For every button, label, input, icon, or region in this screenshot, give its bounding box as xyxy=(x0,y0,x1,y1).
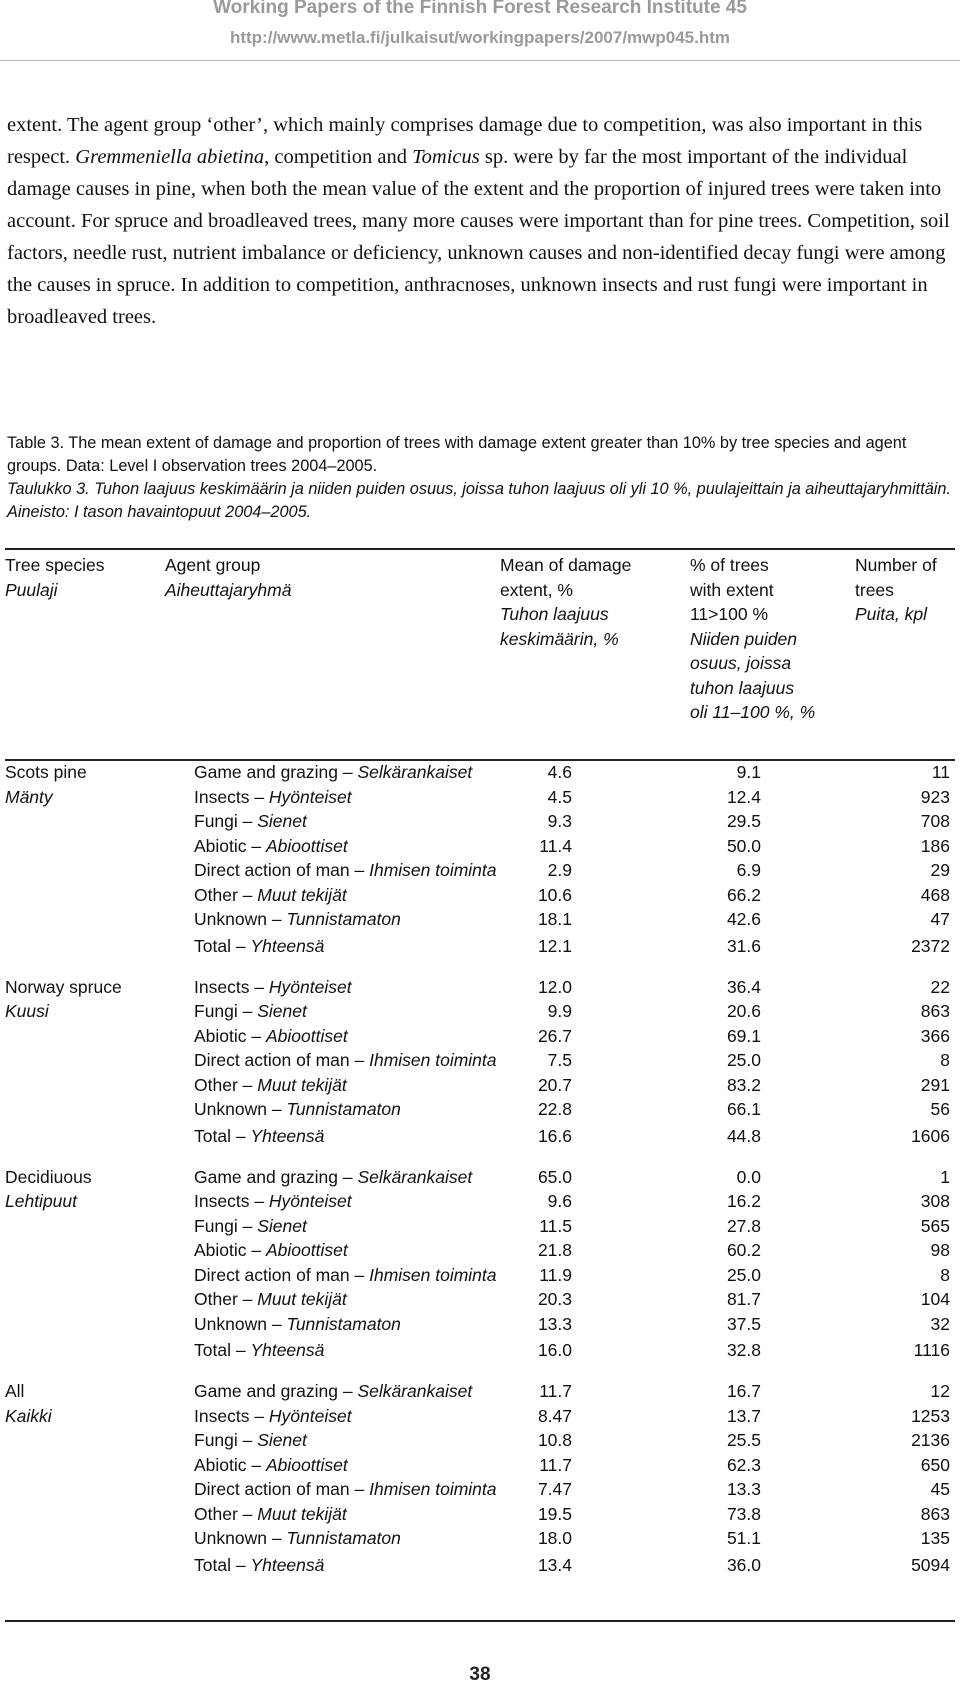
agent-name-en: Fungi xyxy=(194,811,238,831)
total-label-en: Total xyxy=(194,1554,231,1575)
agent-cell: Total – Yhteensä xyxy=(194,1340,325,1360)
percent-trees-cell: 13.3 xyxy=(726,1479,761,1499)
agent-name-fi: Selkärankaiset xyxy=(357,1381,473,1401)
mean-extent-cell: 11.7 xyxy=(539,1454,572,1475)
page-number: 38 xyxy=(469,1664,491,1685)
table-row xyxy=(5,1526,950,1551)
number-trees-cell: 22 xyxy=(930,976,950,997)
species-name-fi: Kaikki xyxy=(5,1405,52,1426)
percent-trees-cell: 16.2 xyxy=(726,1191,761,1211)
spacer-row xyxy=(5,960,950,975)
species-cell xyxy=(5,1165,194,1190)
table-row xyxy=(5,1214,950,1239)
table-row xyxy=(5,1263,950,1288)
percent-trees-cell: 81.7 xyxy=(726,1289,761,1309)
agent-cell: Abiotic – Abioottiset xyxy=(194,1025,348,1046)
number-trees-cell: 2136 xyxy=(911,1430,950,1450)
number-trees-cell: 12 xyxy=(930,1381,950,1401)
agent-cell: Game and grazing – Selkärankaiset xyxy=(194,1381,473,1401)
caption-finnish: Taulukko 3. Tuhon laajuus keskimäärin ja niiden puiden osuus, joissa tuhon laajuus oli yli 10 %, puulajeittain ja aiheuttajaryhmittäin. Aineisto: I tason havaintopuut 2004–2005. xyxy=(7,480,951,521)
agent-name-en: Abiotic xyxy=(194,1454,247,1475)
agent-cell: Total – Yhteensä xyxy=(194,1125,325,1146)
number-trees-cell: 923 xyxy=(920,786,950,807)
number-trees-cell: 29 xyxy=(930,860,950,880)
number-trees-cell: 98 xyxy=(930,1240,950,1260)
agent-name-fi: Sienet xyxy=(257,1215,307,1236)
mean-extent-cell: 13.4 xyxy=(537,1554,572,1575)
table-top-rule xyxy=(5,548,955,550)
agent-name-fi: Abioottiset xyxy=(266,835,348,856)
number-trees-cell: 468 xyxy=(920,884,950,905)
percent-trees-cell: 83.2 xyxy=(726,1074,761,1095)
agent-cell: Abiotic – Abioottiset xyxy=(194,1454,348,1475)
percent-trees-cell: 50.0 xyxy=(726,835,761,856)
series-url[interactable]: http://www.metla.fi/julkaisut/workingpapers/2007/mwp045.htm xyxy=(229,28,731,47)
agent-name-fi: Muut tekijät xyxy=(257,1503,347,1524)
agent-name-en: Unknown xyxy=(194,1313,267,1334)
mean-extent-cell: 12.0 xyxy=(537,976,572,997)
mean-extent-cell: 16.0 xyxy=(537,1340,572,1360)
percent-trees-cell: 60.2 xyxy=(726,1240,761,1260)
spacer-row xyxy=(5,1150,950,1165)
total-label-fi: Yhteensä xyxy=(250,935,325,956)
agent-cell: Fungi – Sienet xyxy=(194,1215,307,1236)
number-trees-cell: 32 xyxy=(930,1313,950,1334)
percent-trees-cell: 69.1 xyxy=(726,1025,761,1046)
species-cell xyxy=(5,760,194,785)
number-trees-cell: 56 xyxy=(930,1099,950,1119)
mean-extent-cell: 11.4 xyxy=(539,835,572,856)
species-cell xyxy=(5,1526,194,1551)
species-cell xyxy=(5,1238,194,1263)
mean-extent-cell: 9.6 xyxy=(547,1191,572,1211)
agent-cell: Unknown – Tunnistamaton xyxy=(194,1099,401,1119)
table-header xyxy=(0,553,960,753)
series-title: Working Papers of the Finnish Forest Research Institute 45 xyxy=(213,0,747,18)
number-trees-cell: 8 xyxy=(940,1050,950,1070)
header-percent-trees: % of trees with extent 11>100 % Niiden puiden osuus, joissa tuhon laajuus oli 11–100 %, % xyxy=(690,555,816,722)
mean-extent-cell: 13.3 xyxy=(537,1313,572,1334)
agent-name-en: Other xyxy=(194,1074,238,1095)
table-row xyxy=(5,999,950,1024)
percent-trees-cell: 25.0 xyxy=(726,1050,761,1070)
table-row xyxy=(5,1312,950,1337)
total-label-en: Total xyxy=(194,935,231,956)
agent-name-en: Unknown xyxy=(194,1528,267,1548)
mean-extent-cell: 18.1 xyxy=(537,909,572,929)
table-row xyxy=(5,1428,950,1453)
header-tree-species: Tree species Puulaji xyxy=(5,555,105,600)
number-trees-cell: 8 xyxy=(940,1264,950,1285)
number-trees-cell: 45 xyxy=(930,1479,950,1499)
table-row xyxy=(5,1097,950,1122)
percent-trees-cell: 13.7 xyxy=(726,1405,761,1426)
mean-extent-cell: 7.47 xyxy=(537,1479,572,1499)
table-row xyxy=(5,1238,950,1263)
species-cell xyxy=(5,1477,194,1502)
agent-name-en: Unknown xyxy=(194,1099,267,1119)
table-row xyxy=(5,1404,950,1429)
table-row xyxy=(5,1379,950,1404)
mean-extent-cell: 10.6 xyxy=(537,884,572,905)
agent-name-fi: Ihmisen toiminta xyxy=(369,1479,497,1499)
number-trees-cell: 1 xyxy=(940,1166,950,1187)
mean-extent-cell: 7.5 xyxy=(547,1050,572,1070)
mean-extent-cell: 18.0 xyxy=(537,1528,572,1548)
percent-trees-cell: 12.4 xyxy=(726,786,761,807)
mean-extent-cell: 16.6 xyxy=(537,1125,572,1146)
agent-cell: Fungi – Sienet xyxy=(194,1001,307,1021)
agent-name-en: Game and grazing xyxy=(194,1166,338,1187)
percent-trees-cell: 0.0 xyxy=(736,1166,761,1187)
agent-cell: Other – Muut tekijät xyxy=(194,1503,347,1524)
number-trees-cell: 2372 xyxy=(911,935,950,956)
agent-cell: Unknown – Tunnistamaton xyxy=(194,1528,401,1548)
table-row xyxy=(5,975,950,1000)
mean-extent-cell: 11.5 xyxy=(539,1215,572,1236)
species-cell xyxy=(5,1214,194,1239)
mean-extent-cell: 19.5 xyxy=(537,1503,572,1524)
header-mean-extent: Mean of damage extent, % Tuhon laajuus keskimäärin, % xyxy=(500,555,632,649)
percent-trees-cell: 25.0 xyxy=(726,1264,761,1285)
agent-name-fi: Hyönteiset xyxy=(268,786,352,807)
agent-name-fi: Abioottiset xyxy=(266,1240,348,1260)
agent-cell: Other – Muut tekijät xyxy=(194,1074,347,1095)
table-row xyxy=(5,907,950,932)
agent-name-fi: Selkärankaiset xyxy=(357,762,473,782)
agent-name-en: Abiotic xyxy=(194,1240,247,1260)
species-cell xyxy=(5,932,194,960)
species-cell xyxy=(5,1189,194,1214)
agent-cell: Total – Yhteensä xyxy=(194,935,325,956)
number-trees-cell: 186 xyxy=(920,835,950,856)
body-text-3: sp. were by far the most important of the individual damage causes in pine, when both the mean value of the extent and the proportion of injured trees were taken into account. For spruce and broadleaved trees, many more causes were important than for pine trees. Competition, soil factors, needle rust, nutrient imbalance or deficiency, unknown causes and non-identified decay fungi were among the causes in spruce. In addition to competition, anthracnoses, unknown insects and rust fungi were important in broadleaved trees. xyxy=(7,146,950,328)
species-cell xyxy=(5,883,194,908)
species-name-fi: Kuusi xyxy=(5,1001,49,1021)
number-trees-cell: 863 xyxy=(920,1001,950,1021)
species-cell xyxy=(5,1379,194,1404)
agent-cell: Direct action of man – Ihmisen toiminta xyxy=(194,860,497,880)
table-row xyxy=(5,1502,950,1527)
species-name-en: Decidiuous xyxy=(5,1166,92,1187)
species-name-gremmeniella: Gremmeniella abietina xyxy=(75,146,265,168)
mean-extent-cell: 2.9 xyxy=(547,860,572,880)
agent-name-en: Insects xyxy=(194,1405,250,1426)
agent-name-fi: Abioottiset xyxy=(266,1025,348,1046)
agent-name-fi: Muut tekijät xyxy=(257,884,347,905)
mean-extent-cell: 10.8 xyxy=(537,1430,572,1450)
species-cell xyxy=(5,1122,194,1150)
mean-extent-cell: 9.3 xyxy=(547,811,572,831)
species-cell xyxy=(5,1048,194,1073)
spacer-row xyxy=(5,1364,950,1379)
mean-extent-cell: 12.1 xyxy=(537,935,572,956)
species-cell xyxy=(5,785,194,810)
table-row xyxy=(5,809,950,834)
body-text-2: , competition and xyxy=(264,146,413,168)
mean-extent-cell: 4.6 xyxy=(547,762,572,782)
species-cell xyxy=(5,1404,194,1429)
number-trees-cell: 650 xyxy=(920,1454,950,1475)
percent-trees-cell: 66.2 xyxy=(726,884,761,905)
running-header xyxy=(0,0,960,70)
number-trees-cell: 291 xyxy=(920,1074,950,1095)
agent-cell: Other – Muut tekijät xyxy=(194,884,347,905)
agent-name-fi: Sienet xyxy=(257,1001,307,1021)
agent-name-en: Other xyxy=(194,884,238,905)
species-name-en: All xyxy=(5,1381,25,1401)
percent-trees-cell: 62.3 xyxy=(726,1454,761,1475)
mean-extent-cell: 21.8 xyxy=(537,1240,572,1260)
species-name-fi: Mänty xyxy=(5,786,53,807)
agent-name-en: Direct action of man xyxy=(194,1479,350,1499)
number-trees-cell: 5094 xyxy=(911,1554,950,1575)
species-cell xyxy=(5,999,194,1024)
agent-name-en: Other xyxy=(194,1289,238,1309)
agent-name-en: Insects xyxy=(194,1191,250,1211)
species-cell xyxy=(5,1073,194,1098)
mean-extent-cell: 11.9 xyxy=(539,1264,572,1285)
agent-name-fi: Ihmisen toiminta xyxy=(369,860,497,880)
agent-name-en: Direct action of man xyxy=(194,860,350,880)
total-label-fi: Yhteensä xyxy=(250,1125,325,1146)
agent-name-fi: Hyönteiset xyxy=(268,1191,352,1211)
agent-name-fi: Tunnistamaton xyxy=(286,1528,401,1548)
number-trees-cell: 47 xyxy=(930,909,950,929)
agent-name-fi: Muut tekijät xyxy=(257,1074,347,1095)
table-row xyxy=(5,834,950,859)
agent-cell: Direct action of man – Ihmisen toiminta xyxy=(194,1479,497,1499)
agent-name-fi: Hyönteiset xyxy=(268,976,352,997)
table-row xyxy=(5,1477,950,1502)
mean-extent-cell: 11.7 xyxy=(539,1381,572,1401)
total-label-en: Total xyxy=(194,1340,231,1360)
species-cell xyxy=(5,809,194,834)
agent-cell: Other – Muut tekijät xyxy=(194,1289,347,1309)
mean-extent-cell: 8.47 xyxy=(537,1405,572,1426)
species-name-en: Scots pine xyxy=(5,762,87,782)
percent-trees-cell: 51.1 xyxy=(726,1528,761,1548)
caption-english: Table 3. The mean extent of damage and proportion of trees with damage extent greater than 10% by tree species and agent groups. Data: Level I observation trees 2004–2005. xyxy=(7,434,907,475)
agent-name-en: Fungi xyxy=(194,1430,238,1450)
table-row xyxy=(5,883,950,908)
percent-trees-cell: 42.6 xyxy=(726,909,761,929)
number-trees-cell: 708 xyxy=(920,811,950,831)
total-label-fi: Yhteensä xyxy=(250,1340,325,1360)
table-row xyxy=(5,1024,950,1049)
agent-name-en: Fungi xyxy=(194,1215,238,1236)
mean-extent-cell: 20.3 xyxy=(537,1289,572,1309)
total-row xyxy=(5,1122,950,1150)
agent-cell: Insects – Hyönteiset xyxy=(194,1191,352,1211)
percent-trees-cell: 73.8 xyxy=(726,1503,761,1524)
number-trees-cell: 135 xyxy=(920,1528,950,1548)
number-trees-cell: 1253 xyxy=(911,1405,950,1426)
percent-trees-cell: 27.8 xyxy=(726,1215,761,1236)
spacer-row xyxy=(5,750,950,760)
number-trees-cell: 1606 xyxy=(911,1125,950,1146)
agent-cell: Unknown – Tunnistamaton xyxy=(194,909,401,929)
percent-trees-cell: 32.8 xyxy=(726,1340,761,1360)
agent-cell: Fungi – Sienet xyxy=(194,811,307,831)
agent-name-en: Game and grazing xyxy=(194,1381,338,1401)
species-cell xyxy=(5,858,194,883)
percent-trees-cell: 66.1 xyxy=(726,1099,761,1119)
species-name-fi: Lehtipuut xyxy=(5,1191,78,1211)
species-cell xyxy=(5,1097,194,1122)
percent-trees-cell: 25.5 xyxy=(726,1430,761,1450)
table-row xyxy=(5,1453,950,1478)
species-cell xyxy=(5,1453,194,1478)
total-row xyxy=(5,1336,950,1364)
species-cell xyxy=(5,1024,194,1049)
species-cell xyxy=(5,1551,194,1579)
agent-cell: Insects – Hyönteiset xyxy=(194,786,352,807)
number-trees-cell: 308 xyxy=(920,1191,950,1211)
species-cell xyxy=(5,1428,194,1453)
agent-name-fi: Sienet xyxy=(257,811,307,831)
agent-name-en: Game and grazing xyxy=(194,762,338,782)
percent-trees-cell: 36.0 xyxy=(726,1554,761,1575)
species-cell xyxy=(5,975,194,1000)
number-trees-cell: 565 xyxy=(920,1215,950,1236)
agent-name-en: Abiotic xyxy=(194,1025,247,1046)
percent-trees-cell: 16.7 xyxy=(726,1381,761,1401)
body-text-1: extent. The agent group ‘other’, which mainly comprises damage due to competition, was also important in this respect. xyxy=(7,114,923,168)
percent-trees-cell: 29.5 xyxy=(726,811,761,831)
species-cell xyxy=(5,907,194,932)
total-label-en: Total xyxy=(194,1125,231,1146)
percent-trees-cell: 37.5 xyxy=(726,1313,761,1334)
agent-cell: Fungi – Sienet xyxy=(194,1430,307,1450)
agent-name-en: Direct action of man xyxy=(194,1050,350,1070)
percent-trees-cell: 36.4 xyxy=(726,976,761,997)
table-row xyxy=(5,1073,950,1098)
mean-extent-cell: 65.0 xyxy=(537,1166,572,1187)
mean-extent-cell: 22.8 xyxy=(537,1099,572,1119)
total-label-fi: Yhteensä xyxy=(250,1554,325,1575)
species-cell xyxy=(5,1502,194,1527)
agent-name-fi: Sienet xyxy=(257,1430,307,1450)
table-row xyxy=(5,858,950,883)
agent-name-fi: Abioottiset xyxy=(266,1454,348,1475)
total-row xyxy=(5,1551,950,1579)
mean-extent-cell: 4.5 xyxy=(547,786,572,807)
agent-cell: Unknown – Tunnistamaton xyxy=(194,1313,401,1334)
table-row xyxy=(5,1165,950,1190)
species-cell xyxy=(5,1336,194,1364)
agent-name-fi: Ihmisen toiminta xyxy=(369,1050,497,1070)
table-row xyxy=(5,1048,950,1073)
body-paragraph xyxy=(7,109,955,333)
agent-name-fi: Hyönteiset xyxy=(268,1405,352,1426)
agent-name-en: Fungi xyxy=(194,1001,238,1021)
number-trees-cell: 11 xyxy=(931,762,950,782)
mean-extent-cell: 9.9 xyxy=(547,1001,572,1021)
header-agent-group: Agent group Aiheuttajaryhmä xyxy=(165,555,292,600)
percent-trees-cell: 31.6 xyxy=(726,935,761,956)
agent-cell: Game and grazing – Selkärankaiset xyxy=(194,762,473,782)
percent-trees-cell: 9.1 xyxy=(736,762,761,782)
agent-name-en: Direct action of man xyxy=(194,1264,350,1285)
agent-cell: Total – Yhteensä xyxy=(194,1554,325,1575)
agent-name-fi: Tunnistamaton xyxy=(286,1099,401,1119)
agent-name-en: Insects xyxy=(194,976,250,997)
agent-name-en: Unknown xyxy=(194,909,267,929)
agent-cell: Direct action of man – Ihmisen toiminta xyxy=(194,1050,497,1070)
table-row xyxy=(5,785,950,810)
agent-cell: Game and grazing – Selkärankaiset xyxy=(194,1166,473,1187)
percent-trees-cell: 6.9 xyxy=(736,860,761,880)
total-row xyxy=(5,932,950,960)
species-cell xyxy=(5,834,194,859)
mean-extent-cell: 26.7 xyxy=(537,1025,572,1046)
agent-cell: Abiotic – Abioottiset xyxy=(194,1240,348,1260)
mean-extent-cell: 20.7 xyxy=(537,1074,572,1095)
table-row xyxy=(5,1287,950,1312)
agent-name-fi: Muut tekijät xyxy=(257,1289,347,1309)
species-name-en: Norway spruce xyxy=(5,976,122,997)
table-row xyxy=(5,1189,950,1214)
damage-table xyxy=(5,750,950,1579)
agent-cell: Direct action of man – Ihmisen toiminta xyxy=(194,1264,497,1285)
agent-name-fi: Tunnistamaton xyxy=(286,1313,401,1334)
header-divider xyxy=(0,60,960,61)
agent-cell: Insects – Hyönteiset xyxy=(194,976,352,997)
species-cell xyxy=(5,1263,194,1288)
table-row xyxy=(5,760,950,785)
percent-trees-cell: 20.6 xyxy=(726,1001,761,1021)
agent-name-fi: Ihmisen toiminta xyxy=(369,1264,497,1285)
percent-trees-cell: 44.8 xyxy=(726,1125,761,1146)
agent-cell: Insects – Hyönteiset xyxy=(194,1405,352,1426)
agent-name-fi: Tunnistamaton xyxy=(286,909,401,929)
table-bottom-rule xyxy=(5,1620,955,1622)
number-trees-cell: 104 xyxy=(920,1289,950,1309)
number-trees-cell: 366 xyxy=(920,1025,950,1046)
species-cell xyxy=(5,1287,194,1312)
agent-name-en: Insects xyxy=(194,786,250,807)
species-cell xyxy=(5,1312,194,1337)
agent-name-fi: Selkärankaiset xyxy=(357,1166,473,1187)
header-number-of-trees: Number of trees Puita, kpl xyxy=(855,555,937,624)
agent-name-en: Other xyxy=(194,1503,238,1524)
agent-name-en: Abiotic xyxy=(194,835,247,856)
agent-cell: Abiotic – Abioottiset xyxy=(194,835,348,856)
number-trees-cell: 1116 xyxy=(913,1340,950,1360)
number-trees-cell: 863 xyxy=(920,1503,950,1524)
table-caption xyxy=(7,432,957,524)
species-name-tomicus: Tomicus xyxy=(412,146,480,168)
